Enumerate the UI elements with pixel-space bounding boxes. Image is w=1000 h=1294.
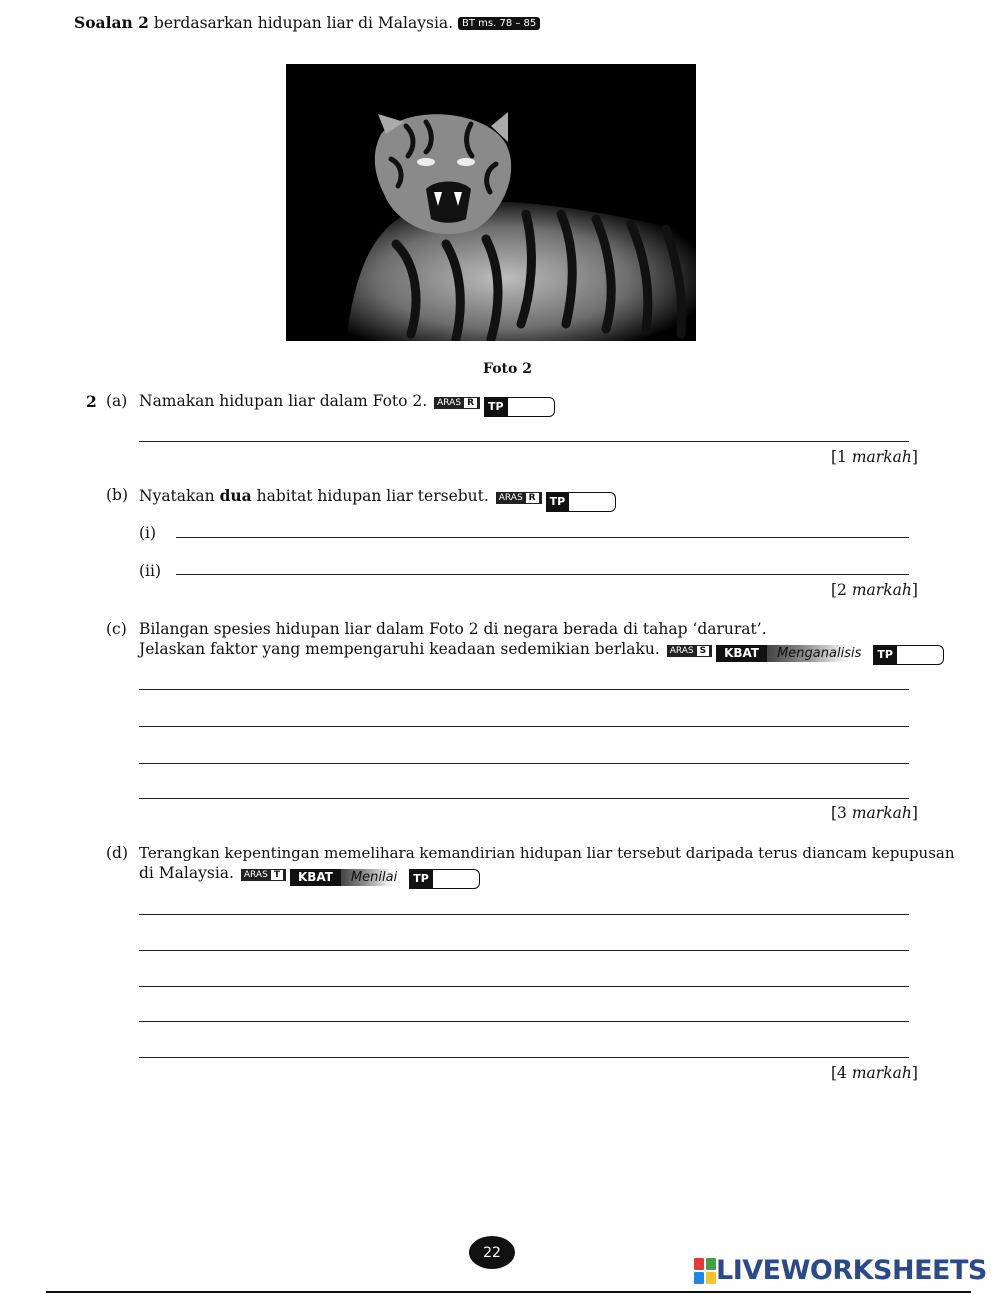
question-number: 2	[86, 392, 97, 411]
answer-line-d-3[interactable]	[139, 986, 909, 987]
tp-box[interactable]	[546, 492, 617, 512]
q2c-line1: Bilangan spesies hidupan liar dalam Foto 2 di negara berada di tahap ‘darurat’.	[139, 620, 767, 638]
intro-line	[74, 13, 540, 32]
q2d-line2	[139, 864, 480, 889]
q2d-line1: Terangkan kepentingan memelihara kemandirian hidupan liar tersebut daripada terus diancam kepupusan	[139, 844, 955, 862]
tp-input[interactable]	[897, 645, 944, 665]
marks-b-close: ]	[911, 581, 918, 599]
aras-badge	[667, 645, 712, 657]
tiger-photo	[286, 64, 696, 341]
answer-line-b-ii[interactable]	[176, 574, 909, 575]
aras-level: S	[697, 646, 709, 656]
answer-line-d-4[interactable]	[139, 1021, 909, 1022]
kbat-label: KBAT	[716, 645, 767, 662]
q2a-question: Namakan hidupan liar dalam Foto 2.	[139, 392, 428, 410]
marks-b	[831, 581, 918, 599]
q2b-item-ii: (ii)	[139, 562, 162, 580]
q2b-text	[139, 486, 616, 512]
answer-line-c-1[interactable]	[139, 689, 909, 690]
aras-prefix: ARAS	[498, 493, 523, 503]
marks-a-close: ]	[911, 448, 918, 466]
q2a-text	[139, 392, 555, 417]
kbat-skill: Menilai	[341, 869, 405, 886]
footer-rule	[46, 1291, 971, 1293]
answer-line-c-2[interactable]	[139, 726, 909, 727]
aras-level: R	[464, 398, 477, 408]
intro-text: berdasarkan hidupan liar di Malaysia.	[148, 14, 454, 32]
q2b-item-i: (i)	[139, 524, 157, 542]
liveworksheets-logo	[694, 1255, 987, 1286]
aras-level: T	[271, 870, 283, 880]
q2b-label: (b)	[106, 486, 129, 504]
tiger-image	[286, 64, 696, 341]
q2a-label: (a)	[106, 392, 128, 410]
marks-b-num: [2	[831, 581, 852, 599]
aras-badge	[241, 869, 286, 881]
bt-reference-badge: BT ms. 78 – 85	[458, 17, 540, 30]
answer-line-d-5[interactable]	[139, 1057, 909, 1058]
brand-name: LIVEWORKSHEETS	[716, 1255, 987, 1286]
marks-d	[831, 1064, 918, 1082]
q2d-question: di Malaysia.	[139, 864, 234, 882]
answer-line-a[interactable]	[139, 441, 909, 442]
kbat-badge	[716, 645, 869, 662]
q2c-line2	[139, 640, 944, 665]
q2d-label: (d)	[106, 844, 129, 862]
marks-c-num: [3	[831, 804, 852, 822]
tp-input[interactable]	[433, 869, 480, 889]
marks-a-word: markah	[851, 448, 912, 466]
marks-d-num: [4	[831, 1064, 852, 1082]
liveworksheets-grid-icon	[694, 1258, 716, 1284]
answer-line-d-2[interactable]	[139, 950, 909, 951]
kbat-label: KBAT	[290, 869, 341, 886]
aras-badge	[496, 492, 542, 504]
aras-prefix: ARAS	[437, 398, 462, 408]
q2c-label: (c)	[106, 620, 127, 638]
q2b-bold: dua	[219, 486, 252, 505]
kbat-skill: Menganalisis	[767, 645, 869, 662]
marks-d-word: markah	[851, 1064, 912, 1082]
intro-bold: Soalan 2	[74, 13, 149, 32]
tp-box[interactable]	[873, 645, 944, 665]
q2c-question: Jelaskan faktor yang mempengaruhi keadaan sedemikian berlaku.	[139, 640, 660, 658]
tp-box[interactable]	[484, 397, 555, 417]
tp-label: TP	[546, 492, 570, 512]
photo-caption: Foto 2	[483, 361, 532, 377]
kbat-badge	[290, 869, 405, 886]
marks-c	[831, 804, 918, 822]
aras-prefix: ARAS	[243, 870, 268, 880]
marks-d-close: ]	[911, 1064, 918, 1082]
q2b-pre: Nyatakan	[139, 487, 220, 505]
tp-label: TP	[484, 397, 508, 417]
marks-c-close: ]	[911, 804, 918, 822]
marks-b-word: markah	[851, 581, 912, 599]
page-number: 22	[469, 1236, 515, 1269]
tp-input[interactable]	[569, 492, 616, 512]
marks-c-word: markah	[851, 804, 912, 822]
aras-level: R	[526, 493, 539, 503]
tp-label: TP	[873, 645, 897, 665]
marks-a	[831, 448, 918, 466]
q2b-post: habitat hidupan liar tersebut.	[251, 487, 489, 505]
tp-box[interactable]	[409, 869, 480, 889]
aras-prefix: ARAS	[669, 646, 694, 656]
answer-line-d-1[interactable]	[139, 914, 909, 915]
answer-line-b-i[interactable]	[176, 537, 909, 538]
tp-input[interactable]	[508, 397, 555, 417]
aras-badge	[434, 397, 480, 409]
tp-label: TP	[409, 869, 433, 889]
marks-a-num: [1	[831, 448, 852, 466]
answer-line-c-3[interactable]	[139, 763, 909, 764]
answer-line-c-4[interactable]	[139, 798, 909, 799]
